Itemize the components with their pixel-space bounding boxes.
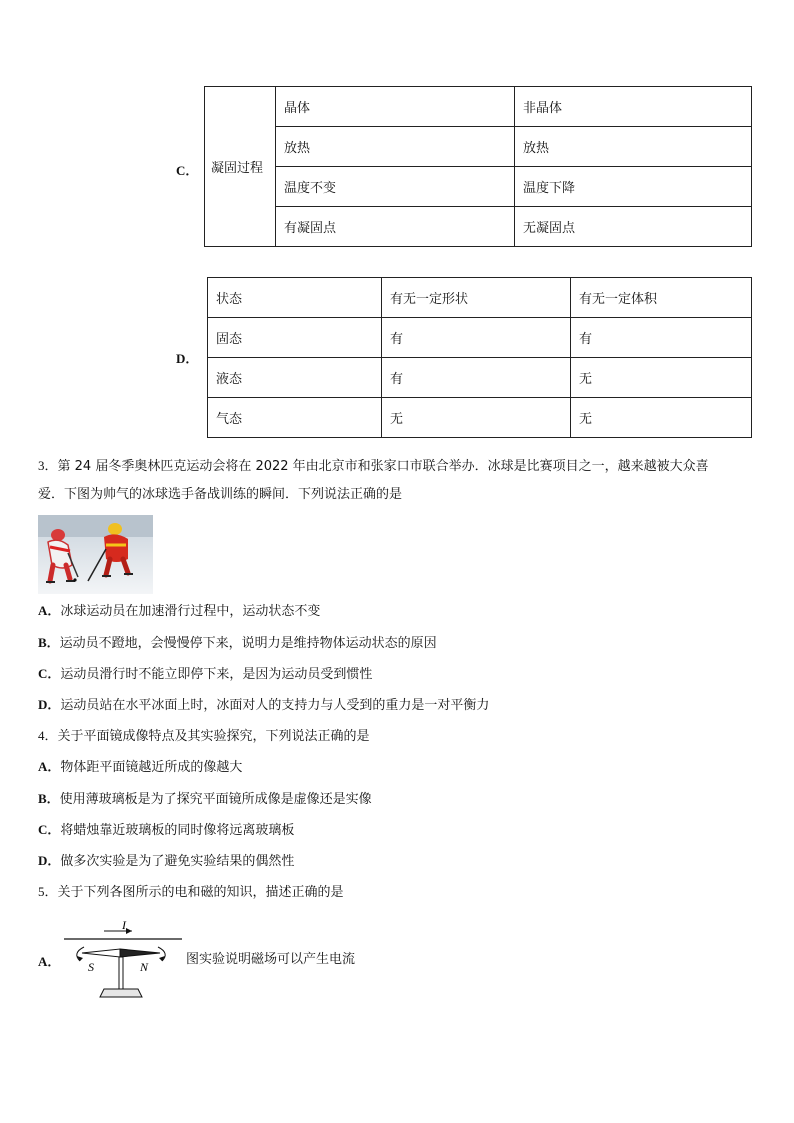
- question-number: 5．: [38, 884, 58, 899]
- q5-option-a-label: A．: [38, 954, 61, 969]
- option-label: C．: [38, 666, 61, 681]
- table-row: [208, 278, 752, 318]
- option-text: 将蜡烛靠近玻璃板的同时像将远离玻璃板: [60, 823, 295, 838]
- q3-stem-line1: [38, 456, 709, 477]
- table-cell: 有无一定体积: [571, 278, 752, 318]
- option-text: 运动员不蹬地，会慢慢停下来，说明力是维持物体运动状态的原因: [59, 636, 437, 651]
- q3-option-c: [38, 664, 372, 685]
- option-text: 冰球运动员在加速滑行过程中，运动状态不变: [60, 604, 321, 619]
- table-cell: 晶体: [276, 87, 515, 127]
- table-row: [205, 207, 752, 247]
- q4-option-b: [38, 789, 372, 810]
- q4-stem-text: 关于平面镜成像特点及其实验探究，下列说法正确的是: [57, 729, 370, 744]
- table-row: [208, 398, 752, 438]
- table-cell: 无: [571, 358, 752, 398]
- table-cell: 有无一定形状: [382, 278, 571, 318]
- table-cell: 无: [382, 398, 571, 438]
- question-number: 4．: [38, 728, 58, 743]
- question-number: 3．: [38, 458, 58, 473]
- table-cell: 固态: [208, 318, 382, 358]
- hockey-players-photo: [38, 515, 153, 594]
- option-label: D．: [38, 853, 61, 868]
- option-label: D．: [38, 697, 61, 712]
- north-pole-label: N: [140, 960, 149, 974]
- q3-option-b: [38, 633, 437, 654]
- state-properties-table: [207, 277, 752, 438]
- option-label: A．: [38, 603, 61, 618]
- q3-stem-text: 第 24 届冬季奥林匹克运动会将在 2022 年由北京市和张家口市联合举办．冰球是比赛项目之一，越来越被大众喜: [57, 459, 709, 474]
- table-cell: 无凝固点: [515, 207, 752, 247]
- table-cell: 放热: [276, 127, 515, 167]
- table-cell: 非晶体: [515, 87, 752, 127]
- table-cell: 无: [571, 398, 752, 438]
- q5-stem: [38, 882, 344, 903]
- table-cell: 有: [382, 318, 571, 358]
- option-text: 使用薄玻璃板是为了探究平面镜所成像是虚像还是实像: [59, 792, 372, 807]
- table-cell: 状态: [208, 278, 382, 318]
- option-text: 物体距平面镜越近所成的像越大: [60, 760, 243, 775]
- q3-stem-line2: 爱．下图为帅气的冰球选手备战训练的瞬间．下列说法正确的是: [38, 487, 403, 502]
- south-pole-label: S: [88, 960, 94, 974]
- option-d-label: D．: [176, 351, 199, 366]
- q4-option-c: [38, 820, 294, 841]
- table-row: [205, 127, 752, 167]
- q4-option-d: [38, 851, 294, 872]
- option-c-label: C．: [176, 163, 199, 178]
- q3-option-a: [38, 601, 320, 622]
- option-text: 做多次实验是为了避免实验结果的偶然性: [60, 854, 295, 869]
- table-row: [205, 167, 752, 207]
- q4-option-a: [38, 757, 242, 778]
- table-cell: 放热: [515, 127, 752, 167]
- current-label: I: [122, 918, 126, 932]
- table-row: [208, 318, 752, 358]
- table-cell: 有: [571, 318, 752, 358]
- table-row: [208, 358, 752, 398]
- q3-option-d: [38, 695, 489, 716]
- table-cell: 液态: [208, 358, 382, 398]
- table-cell: 温度下降: [515, 167, 752, 207]
- option-text: 运动员站在水平冰面上时，冰面对人的支持力与人受到的重力是一对平衡力: [60, 698, 490, 713]
- option-label: C．: [38, 822, 61, 837]
- table-cell: 有凝固点: [276, 207, 515, 247]
- option-label: B．: [38, 791, 60, 806]
- oersted-compass-figure: [64, 917, 182, 1001]
- option-text: 运动员滑行时不能立即停下来，是因为运动员受到惯性: [60, 667, 373, 682]
- option-label: B．: [38, 635, 60, 650]
- crystal-comparison-table: [204, 86, 752, 247]
- q4-stem: [38, 726, 370, 747]
- option-label: A．: [38, 759, 61, 774]
- q5-option-a-text: 图实验说明磁场可以产生电流: [186, 952, 356, 967]
- table-row: [205, 87, 752, 127]
- row-header-cell: 凝固过程: [205, 87, 276, 247]
- table-cell: 有: [382, 358, 571, 398]
- table-cell: 气态: [208, 398, 382, 438]
- table-cell: 温度不变: [276, 167, 515, 207]
- q5-stem-text: 关于下列各图所示的电和磁的知识，描述正确的是: [57, 885, 344, 900]
